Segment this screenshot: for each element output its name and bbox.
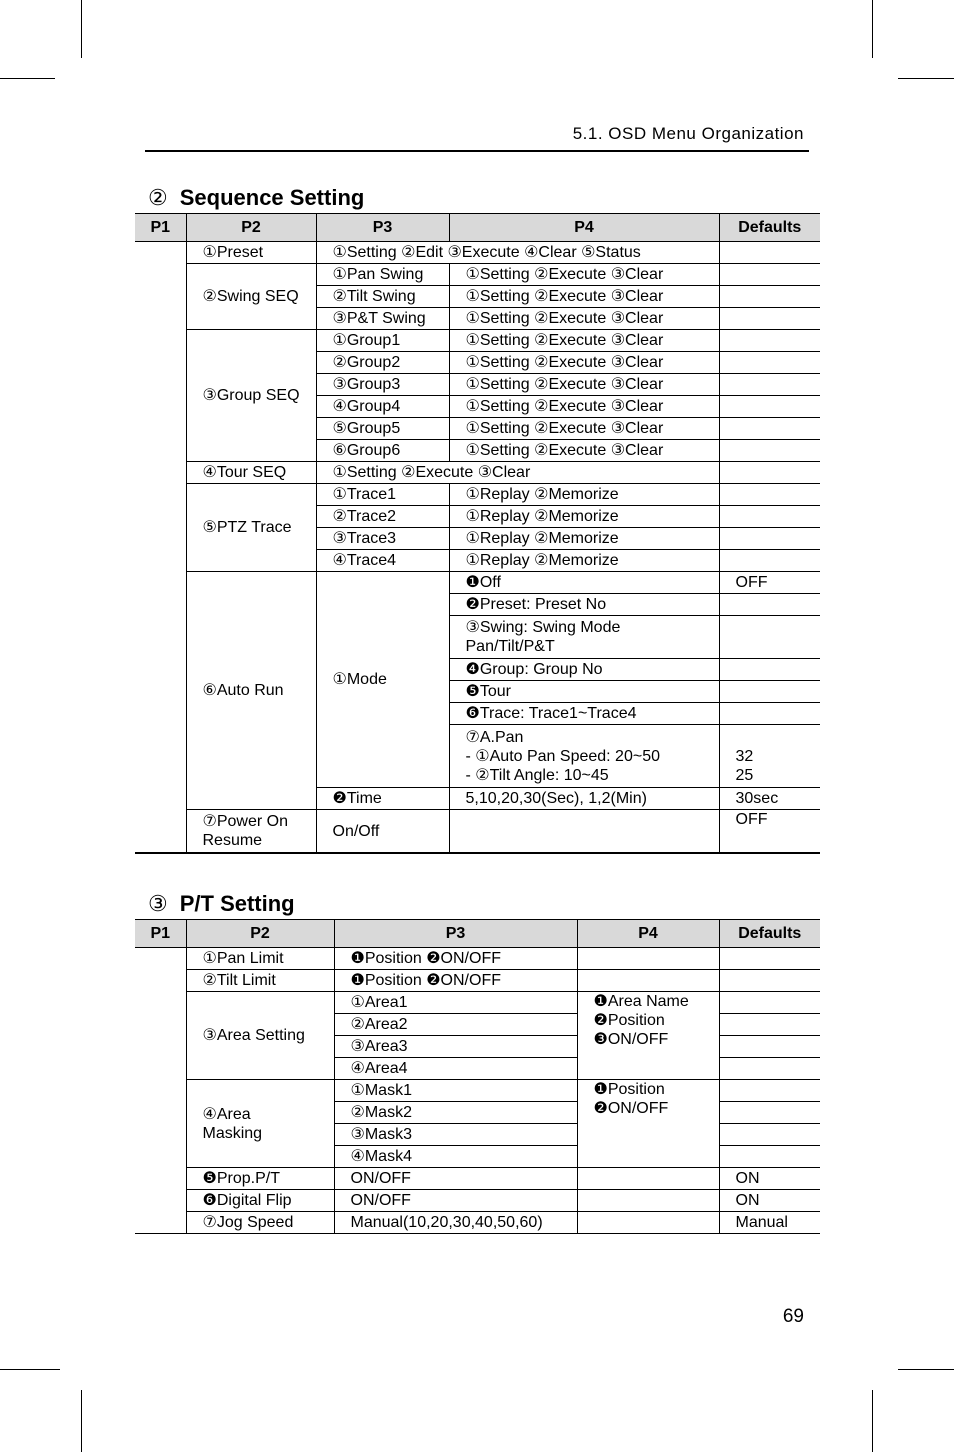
p3-cell: Manual(10,20,30,40,50,60) (334, 1212, 577, 1234)
defaults-cell: OFF (719, 572, 820, 594)
p3-cell: ①Pan Swing (316, 264, 449, 286)
pt-setting-title (148, 891, 295, 917)
p4-cell: ①Replay ②Memorize (449, 550, 719, 572)
p3-cell: ②Mask2 (334, 1102, 577, 1124)
header-p4: P4 (577, 920, 719, 948)
p2-cell: ①Preset (186, 242, 316, 264)
crop-mark (872, 0, 873, 58)
table-row (135, 992, 820, 1014)
crop-mark (81, 1390, 82, 1452)
p4-cell: ❷Preset: Preset No (449, 594, 719, 616)
p2-cell: ⑦Jog Speed (186, 1212, 334, 1234)
p4-cell: ①Setting ②Execute ③Clear (449, 396, 719, 418)
header-p2: P2 (186, 214, 316, 242)
apan-tilt-default: 25 (735, 766, 754, 784)
table-header-row (135, 214, 820, 242)
header-p1: P1 (135, 214, 186, 242)
defaults-cell (719, 594, 820, 616)
header-title: 5.1. OSD Menu Organization (572, 124, 804, 143)
defaults-cell (719, 1014, 820, 1036)
defaults-cell (719, 948, 820, 970)
p4-cell (577, 1168, 719, 1190)
table-row (135, 948, 820, 970)
area-p4-line: ❸ON/OFF (593, 1031, 669, 1048)
crop-mark (898, 1369, 954, 1370)
p4-cell (577, 948, 719, 970)
p4-cell: ①Setting ②Execute ③Clear (449, 418, 719, 440)
defaults-cell (719, 374, 820, 396)
p2-cell: ③Area Setting (186, 992, 334, 1080)
defaults-cell (719, 1124, 820, 1146)
p2-cell: ③Group SEQ (186, 330, 316, 462)
p4-cell: ①Setting ②Execute ③Clear (449, 286, 719, 308)
defaults-cell (719, 681, 820, 703)
crop-mark (898, 78, 954, 79)
table-row (135, 1190, 820, 1212)
defaults-cell (719, 440, 820, 462)
p4-cell: ❺Tour (449, 681, 719, 703)
p2-cell: ②Swing SEQ (186, 264, 316, 330)
p3-cell: ④Group4 (316, 396, 449, 418)
p2-cell: ⑤PTZ Trace (186, 484, 316, 572)
p1-cell (135, 242, 186, 854)
p2-cell: ④Tour SEQ (186, 462, 316, 484)
header-defaults: Defaults (719, 214, 820, 242)
p3-cell: ①Setting ②Execute ③Clear (316, 462, 719, 484)
p3-cell: ❷Time (316, 788, 449, 810)
p3-cell: ③Group3 (316, 374, 449, 396)
p3-cell: On/Off (316, 810, 449, 854)
defaults-cell (719, 484, 820, 506)
p3-cell: ①Mask1 (334, 1080, 577, 1102)
p3-cell: ②Group2 (316, 352, 449, 374)
crop-mark (81, 0, 82, 58)
defaults-cell (719, 418, 820, 440)
sequence-setting-title (148, 185, 364, 211)
defaults-cell (719, 506, 820, 528)
defaults-cell: Manual (719, 1212, 820, 1234)
apan-title: ⑦A.Pan (465, 728, 524, 746)
p4-cell: ①Setting ②Execute ③Clear (449, 308, 719, 330)
defaults-cell (719, 616, 820, 659)
table-row (135, 1212, 820, 1234)
crop-mark (0, 1369, 60, 1370)
p4-cell: ①Replay ②Memorize (449, 484, 719, 506)
defaults-cell (719, 992, 820, 1014)
apan-tilt: - ②Tilt Angle: 10~45 (465, 766, 609, 784)
area-p4-line: ❷Position (593, 1012, 665, 1029)
defaults-cell: ON (719, 1168, 820, 1190)
table-row (135, 970, 820, 992)
section-number: ③ (148, 891, 168, 916)
header-rule (145, 150, 809, 152)
p3-cell: ②Tilt Swing (316, 286, 449, 308)
sequence-setting-table (135, 213, 820, 854)
p3-cell: ❶Position ❷ON/OFF (334, 970, 577, 992)
mask-p4-line: ❶Position (593, 1081, 665, 1098)
table-row (135, 1168, 820, 1190)
section-number: ② (148, 185, 168, 210)
p4-cell (577, 970, 719, 992)
table-row (135, 242, 820, 264)
defaults-cell (719, 462, 820, 484)
defaults-cell (719, 308, 820, 330)
p3-cell: ①Mode (316, 572, 449, 788)
pt-setting-table (135, 919, 820, 1234)
p4-cell (577, 1190, 719, 1212)
p4-cell (577, 1080, 719, 1168)
defaults-cell (719, 352, 820, 374)
p2-cell: ❺Prop.P/T (186, 1168, 334, 1190)
p3-cell: ON/OFF (334, 1190, 577, 1212)
defaults-cell (719, 1102, 820, 1124)
apan-speed: - ①Auto Pan Speed: 20~50 (465, 747, 660, 765)
p4-cell: ❻Trace: Trace1~Trace4 (449, 703, 719, 725)
defaults-cell (719, 396, 820, 418)
p4-cell (449, 810, 719, 854)
table-row (135, 1080, 820, 1102)
section-title-text: P/T Setting (179, 891, 295, 916)
defaults-cell (719, 725, 820, 788)
p3-cell: ①Area1 (334, 992, 577, 1014)
header-p3: P3 (334, 920, 577, 948)
p2-cell: ①Pan Limit (186, 948, 334, 970)
p4-cell: ①Setting ②Execute ③Clear (449, 352, 719, 374)
defaults-cell (719, 1146, 820, 1168)
defaults-cell (719, 970, 820, 992)
p4-cell: ❶Off (449, 572, 719, 594)
table-row (135, 264, 820, 286)
p4-cell: 5,10,20,30(Sec), 1,2(Min) (449, 788, 719, 810)
defaults-cell (719, 286, 820, 308)
page-number: 69 (782, 1306, 804, 1327)
p4-cell (449, 725, 719, 788)
header-p4: P4 (449, 214, 719, 242)
defaults-cell (719, 1080, 820, 1102)
defaults-cell (719, 330, 820, 352)
table-row (135, 330, 820, 352)
table-row (135, 462, 820, 484)
p3-cell: ⑥Group6 (316, 440, 449, 462)
p3-cell: ③Area3 (334, 1036, 577, 1058)
defaults-cell (719, 242, 820, 264)
table-row (135, 572, 820, 594)
p2-cell: ⑦Power On Resume (186, 810, 316, 854)
p4-cell: ❹Group: Group No (449, 659, 719, 681)
header-p2: P2 (186, 920, 334, 948)
p3-cell: ②Trace2 (316, 506, 449, 528)
p3-cell: ⑤Group5 (316, 418, 449, 440)
p2-cell: ⑥Auto Run (186, 572, 316, 810)
apan-speed-default: 32 (735, 747, 754, 765)
p3-cell: ①Trace1 (316, 484, 449, 506)
defaults-cell (719, 264, 820, 286)
p3-cell: ④Mask4 (334, 1146, 577, 1168)
p3-cell: ①Group1 (316, 330, 449, 352)
defaults-cell (719, 1058, 820, 1080)
p3-cell: ③Trace3 (316, 528, 449, 550)
crop-mark (872, 1390, 873, 1452)
p4-cell (577, 1212, 719, 1234)
table-row (135, 810, 820, 854)
defaults-cell (719, 550, 820, 572)
defaults-cell (719, 528, 820, 550)
p4-cell: ①Replay ②Memorize (449, 528, 719, 550)
p4-cell: ①Replay ②Memorize (449, 506, 719, 528)
p4-cell (577, 992, 719, 1080)
p3-cell: ②Area2 (334, 1014, 577, 1036)
p4-cell: ①Setting ②Execute ③Clear (449, 374, 719, 396)
p3-cell: ①Setting ②Edit ③Execute ④Clear ⑤Status (316, 242, 719, 264)
mask-p4-line: ❷ON/OFF (593, 1100, 669, 1117)
p3-cell: ③Mask3 (334, 1124, 577, 1146)
header-p1: P1 (135, 920, 186, 948)
defaults-cell (719, 659, 820, 681)
table-row (135, 484, 820, 506)
p4-cell: ①Setting ②Execute ③Clear (449, 264, 719, 286)
table-header-row (135, 920, 820, 948)
defaults-cell: 30sec (719, 788, 820, 810)
header-p3: P3 (316, 214, 449, 242)
defaults-cell (719, 1036, 820, 1058)
p1-cell (135, 948, 186, 1234)
defaults-cell (719, 703, 820, 725)
p3-cell: ON/OFF (334, 1168, 577, 1190)
p3-cell: ③P&T Swing (316, 308, 449, 330)
p2-cell: ④Area Masking (186, 1080, 334, 1168)
defaults-cell: OFF (719, 810, 820, 854)
header-defaults: Defaults (719, 920, 820, 948)
p2-cell: ②Tilt Limit (186, 970, 334, 992)
p2-cell: ❻Digital Flip (186, 1190, 334, 1212)
p4-cell: ①Setting ②Execute ③Clear (449, 440, 719, 462)
p4-cell: ③Swing: Swing Mode Pan/Tilt/P&T (449, 616, 719, 659)
defaults-cell: ON (719, 1190, 820, 1212)
section-title-text: Sequence Setting (179, 185, 365, 210)
area-p4-line: ❶Area Name (593, 993, 689, 1010)
p4-cell: ①Setting ②Execute ③Clear (449, 330, 719, 352)
p3-cell: ④Trace4 (316, 550, 449, 572)
crop-mark (0, 78, 55, 79)
p3-cell: ❶Position ❷ON/OFF (334, 948, 577, 970)
p3-cell: ④Area4 (334, 1058, 577, 1080)
